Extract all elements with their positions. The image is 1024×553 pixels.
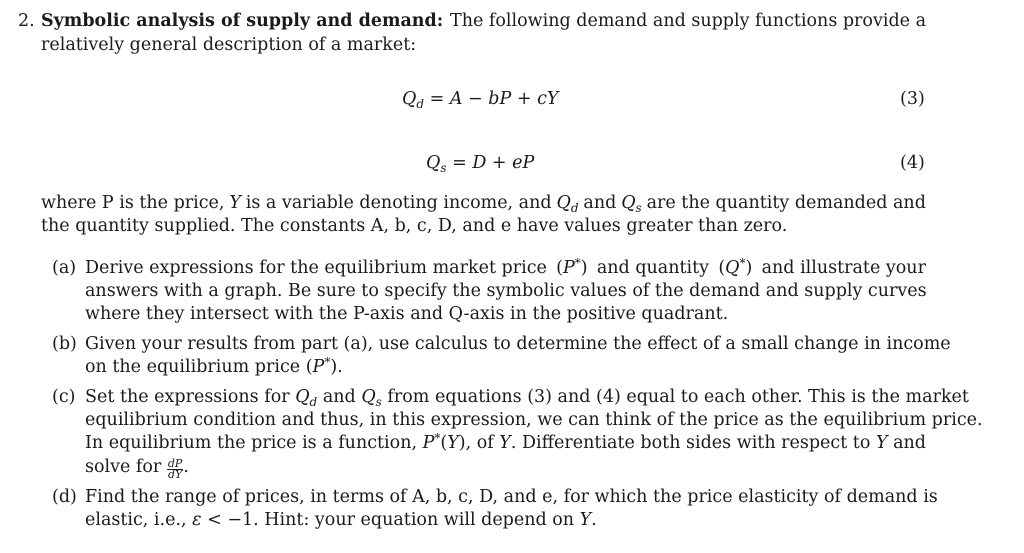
part-c-label: (c) <box>52 387 76 407</box>
part-b-line-2: on the equilibrium price (P*). <box>85 355 343 377</box>
intro-line-1: The following demand and supply functions provide a <box>450 11 926 31</box>
part-d-label: (d) <box>52 487 77 507</box>
equation-supply: $Q_s = D$ + eP <box>426 153 535 175</box>
part-b-label: (b) <box>52 334 77 354</box>
part-d-line-1: Find the range of prices, in terms of A, b, c, D, and e, for which the price elasticity of demand is <box>85 487 938 507</box>
problem-title: Symbolic analysis of supply and demand: <box>41 11 444 31</box>
part-a-label: (a) <box>52 258 77 278</box>
equation-demand: $Q_d = A$ − bP + cY <box>402 89 559 111</box>
equation-label-3: (3) <box>900 89 925 109</box>
part-c-line-4: solve for $\frac{dP}{dY}$ . <box>85 457 189 481</box>
problem-header-line <box>41 10 926 32</box>
problem-number: 2. <box>18 11 35 31</box>
part-c-line-2: equilibrium condition and thus, in this expression, we can think of the price as the equilibrium price. <box>85 410 983 430</box>
part-c-line-1: Set the expressions for $Q_d$ and $Q_s$ from equations (3) and (4) equal to each other. This is the market <box>85 387 969 409</box>
equation-label-4: (4) <box>900 153 925 173</box>
intro-line-2: relatively general description of a market: <box>41 35 417 55</box>
where-line-2: the quantity supplied. The constants A, b, c, D, and e have values greater than zero. <box>41 216 788 236</box>
where-line-1: where P is the price, Y is a variable denoting income, and $Q_d$ and $Q_s$ are the quantity demanded and <box>41 193 926 215</box>
dp-dy-fraction: $\frac{dP}{dY}$ <box>167 457 183 481</box>
part-d-line-2: elastic, i.e., ε < −1. Hint: your equation will depend on Y. <box>85 510 597 530</box>
part-c-line-3: In equilibrium the price is a function, P*(Y), of Y. Differentiate both sides with respect to Y and <box>85 431 926 453</box>
part-a-line-3: where they intersect with the P-axis and Q-axis in the positive quadrant. <box>85 304 729 324</box>
part-b-line-1: Given your results from part (a), use calculus to determine the effect of a small change in income <box>85 334 951 354</box>
part-a-line-2: answers with a graph. Be sure to specify the symbolic values of the demand and supply curves <box>85 281 927 301</box>
part-a-line-1: Derive expressions for the equilibrium market price (P*) and quantity (Q*) and illustrate your <box>85 256 926 278</box>
